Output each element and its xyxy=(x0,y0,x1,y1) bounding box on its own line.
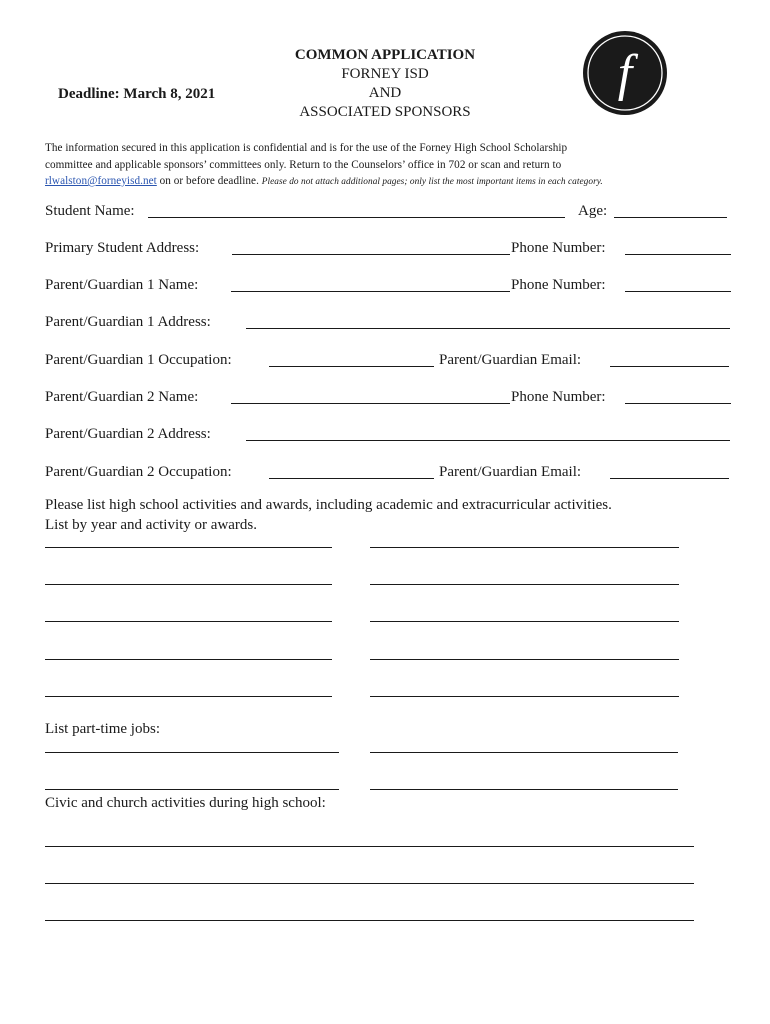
activities-instructions xyxy=(45,495,612,535)
civic-field-1[interactable] xyxy=(45,846,694,847)
activities-line-1: Please list high school activities and awards, including academic and extracurricular activities. xyxy=(45,497,612,513)
activity-field-right-5[interactable] xyxy=(370,696,679,697)
intro-line-2: committee and applicable sponsors’ committees only. Return to the Counselors’ office in 702 or scan and return to xyxy=(45,158,562,171)
activity-field-left-3[interactable] xyxy=(45,621,332,622)
job-field-left-1[interactable] xyxy=(45,752,339,753)
activity-field-right-4[interactable] xyxy=(370,659,679,660)
pg-email-label-2: Parent/Guardian Email: xyxy=(439,464,582,480)
pg2-name-field[interactable] xyxy=(231,403,510,404)
phone-label-3: Phone Number: xyxy=(511,389,606,405)
age-label: Age: xyxy=(578,203,608,219)
pg1-occupation-field[interactable] xyxy=(269,366,434,367)
civic-field-2[interactable] xyxy=(45,883,694,884)
pg2-occupation-label: Parent/Guardian 2 Occupation: xyxy=(45,464,232,480)
pg1-name-field[interactable] xyxy=(231,291,510,292)
job-field-right-1[interactable] xyxy=(370,752,678,753)
intro-note: Please do not attach additional pages; only list the most important items in each category. xyxy=(261,177,603,187)
jobs-label: List part-time jobs: xyxy=(45,721,160,737)
civic-field-3[interactable] xyxy=(45,920,694,921)
primary-address-field[interactable] xyxy=(232,254,510,255)
pg2-occupation-field[interactable] xyxy=(269,478,434,479)
primary-address-label: Primary Student Address: xyxy=(45,240,200,256)
job-field-left-2[interactable] xyxy=(45,789,339,790)
job-field-right-2[interactable] xyxy=(370,789,678,790)
form-title xyxy=(260,46,510,122)
pg1-name-label: Parent/Guardian 1 Name: xyxy=(45,277,199,293)
activity-field-right-2[interactable] xyxy=(370,584,679,585)
deadline: Deadline: March 8, 2021 xyxy=(58,86,216,102)
phone-label-1: Phone Number: xyxy=(511,240,606,256)
activity-field-left-1[interactable] xyxy=(45,547,332,548)
activity-field-right-3[interactable] xyxy=(370,621,679,622)
pg1-address-field[interactable] xyxy=(246,328,730,329)
student-name-label: Student Name: xyxy=(45,203,135,219)
pg-email-label-1: Parent/Guardian Email: xyxy=(439,352,582,368)
civic-label: Civic and church activities during high school: xyxy=(45,795,326,811)
forney-logo-icon xyxy=(582,30,668,116)
phone-label-2: Phone Number: xyxy=(511,277,606,293)
phone-field-2[interactable] xyxy=(625,291,731,292)
title-line-1: COMMON APPLICATION xyxy=(294,47,476,63)
intro-paragraph xyxy=(45,140,745,191)
pg2-address-field[interactable] xyxy=(246,440,730,441)
pg1-occupation-label: Parent/Guardian 1 Occupation: xyxy=(45,352,232,368)
activity-field-left-4[interactable] xyxy=(45,659,332,660)
logo-letter: f xyxy=(617,45,633,102)
activities-line-2: List by year and activity or awards. xyxy=(45,517,258,533)
pg1-address-label: Parent/Guardian 1 Address: xyxy=(45,314,211,330)
activity-field-left-5[interactable] xyxy=(45,696,332,697)
pg2-address-label: Parent/Guardian 2 Address: xyxy=(45,426,211,442)
intro-after-email: on or before deadline. xyxy=(156,175,262,187)
activity-field-left-2[interactable] xyxy=(45,584,332,585)
student-name-field[interactable] xyxy=(148,217,565,218)
phone-field-1[interactable] xyxy=(625,254,731,255)
title-line-3: AND xyxy=(368,85,402,101)
phone-field-3[interactable] xyxy=(625,403,731,404)
email-link[interactable]: rlwalston@forneyisd.net xyxy=(45,175,157,187)
intro-line-1: The information secured in this application is confidential and is for the use of the Forney High School Scholarship xyxy=(45,142,568,154)
activity-field-right-1[interactable] xyxy=(370,547,679,548)
title-line-2: FORNEY ISD xyxy=(341,66,429,82)
pg-email-field-1[interactable] xyxy=(610,366,729,367)
title-line-4: ASSOCIATED SPONSORS xyxy=(299,104,471,120)
pg2-name-label: Parent/Guardian 2 Name: xyxy=(45,389,199,405)
pg-email-field-2[interactable] xyxy=(610,478,729,479)
age-field[interactable] xyxy=(614,217,727,218)
intro-line-3 xyxy=(45,173,745,191)
